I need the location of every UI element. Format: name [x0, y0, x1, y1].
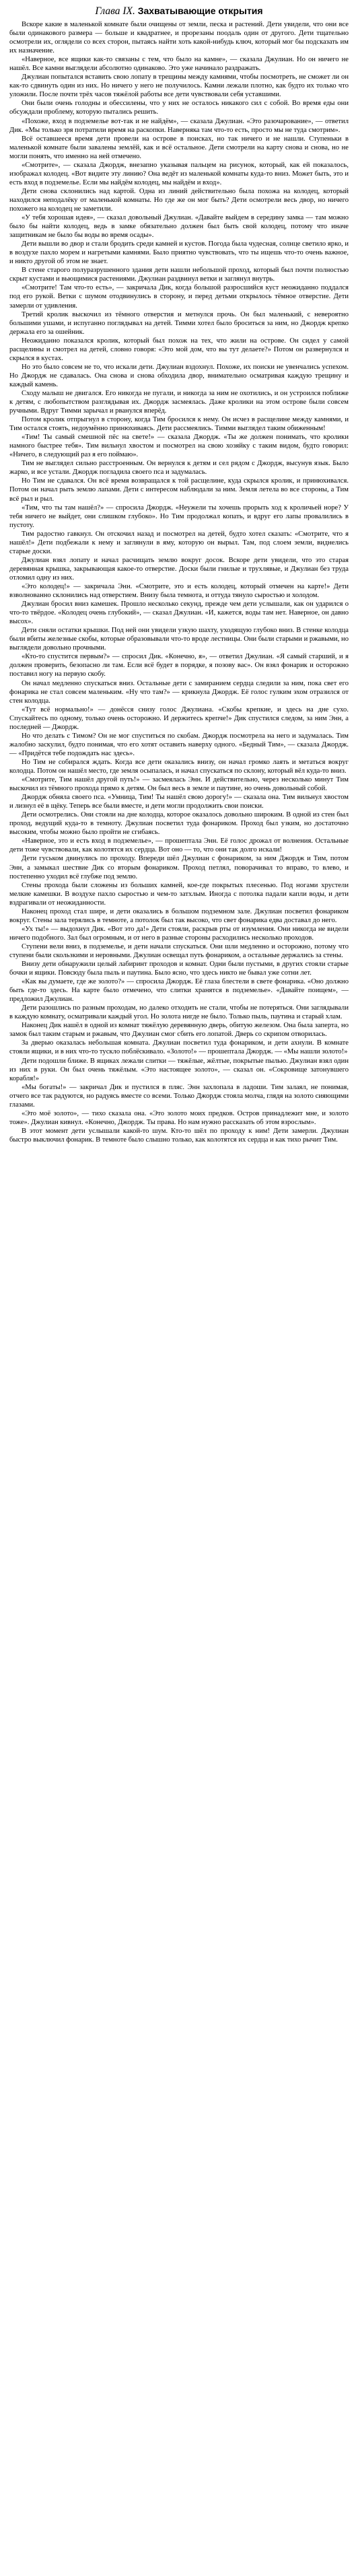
paragraph: «Тут всё нормально!» — донёсся снизу голос Джулиана. «Скобы крепкие, и здесь на дне сухо. Спускайтесь по одному, только очень осторожно. И держитесь крепче!» Дик спустился следом, за ним Энн, а последней — Джордж. — [9, 705, 349, 731]
paragraph: Но что делать с Тимом? Он не мог спуститься по скобам. Джордж посмотрела на него и задумалась. Тим жалобно заскулил, будто понимая, что его хотят оставить наверху одного. «Бедный Тим», — сказала Джордж. — «Придётся тебе подождать нас здесь». — [9, 732, 349, 757]
paragraph: «Это моё золото», — тихо сказала она. «Это золото моих предков. Остров принадлежит мне, и золото тоже». Джулиан кивнул. «Конечно, Джордж. Ты права. Но нам нужно рассказать об этом взрослым». — [9, 1109, 349, 1126]
paragraph: «Как вы думаете, где же золото?» — спросила Джордж. Её глаза блестели в свете фонарика. «Оно должно быть где-то здесь. На карте было отмечено, что слитки хранятся в подземелье». «Давайте поищем», — предложил Джулиан. — [9, 978, 349, 1004]
paragraph: «Ух ты!» — выдохнул Дик. «Вот это да!» Дети стояли, раскрыв рты от изумления. Они никогда не видели ничего подобного. Зал был огромным, и от него в разные стороны расходились несколько проходов. — [9, 925, 349, 942]
paragraph: Дети подошли ближе. В ящиках лежали слитки — тяжёлые, жёлтые, покрытые пылью. Джулиан взял один из них в руки. Он был очень тяжёлым. «Это настоящее золото», — сказал он. «Сокровище затонувшего корабля!» — [9, 1057, 349, 1082]
paragraph: В стене старого полуразрушенного здания дети нашли небольшой проход, который был почти полностью скрыт кустами и вьющимися растениями. Джулиан раздвинул ветки и заглянул внутрь. — [9, 267, 349, 283]
paragraph: Тим не выглядел сильно расстроенным. Он вернулся к детям и сел рядом с Джордж, высунув язык. Было жарко, и все устали. Джордж погладила своего пса и задумалась. — [9, 460, 349, 477]
paragraph: Но Тим не сдавался. Он всё время возвращался к той расщелине, куда скрылся кролик, и принюхивался. Потом он начал рыть землю лапами. Дети с интересом наблюдали за ним. Земля летела во все стороны, а Тим всё рыл и рыл. — [9, 477, 349, 503]
paragraph: «Смотрите», — сказала Джордж, внезапно указывая пальцем на рисунок, который, как ей показалось, изображал колодец. «Вот видите эту линию? Она ведёт из маленькой комнаты куда-то вниз. Может быть, это и есть вход в подземелье. Если мы найдём колодец, мы найдём и вход». — [9, 161, 349, 186]
paragraph: Вскоре какие в маленькой комнате были очищены от земли, песка и растений. Дети увидели, что они все были одинакового размера — больше и квадратнее, и прорезаны поодаль один от другого. Дети тщательно осмотрели их, оглядели со всех сторон, пытаясь найти хоть какой-нибудь ключ, который мог бы подсказать им их назначение. — [9, 21, 349, 55]
chapter-text — [9, 20, 349, 1144]
paragraph: Наконец проход стал шире, и дети оказались в большом подземном зале. Джулиан посветил фонариком вокруг. Стены зала терялись в темноте, а потолок был так высоко, что свет фонарика едва доставал до него. — [9, 907, 349, 924]
paragraph: Дети сняли остатки крышки. Под ней они увидели узкую шахту, уходящую глубоко вниз. В стенке колодца были вбиты железные скобы, которые образовывали что-то вроде лестницы. Они были старыми и ржавыми, но выглядели довольно прочными. — [9, 627, 349, 652]
paragraph: Дети гуськом двинулись по проходу. Впереди шёл Джулиан с фонариком, за ним Джордж и Тим, потом Энн, а замыкал шествие Дик со вторым фонариком. Проход петлял, поворачивал то вправо, то влево, и постепенно уходил всё глубже под землю. — [9, 855, 349, 880]
chapter-number: Глава IX. — [95, 5, 135, 17]
paragraph: «Кто-то спустится первым?» — спросил Дик. «Конечно, я», — ответил Джулиан. «Я самый старший, и я должен проверить, безопасно ли там. Если всё будет в порядке, я позову вас». Он взял фонарик и осторожно поставил ногу на первую скобу. — [9, 653, 349, 678]
paragraph: Стены прохода были сложены из больших камней, кое-где покрытых плесенью. Под ногами хрустели мелкие камешки. В воздухе пахло сыростью и чем-то затхлым. Иногда с потолка падали капли воды, и дети вздрагивали от неожиданности. — [9, 881, 349, 907]
paragraph: Джулиан бросил вниз камешек. Прошло несколько секунд, прежде чем дети услышали, как он ударился о что-то твёрдое. «Колодец очень глубокий», — сказал Джулиан. «И, кажется, воды там нет. Наверное, он давно высох». — [9, 600, 349, 626]
paragraph: «Тим, что ты там нашёл?» — спросила Джордж. «Неужели ты хочешь прорыть ход к кроличьей норе? У тебя ничего не выйдет, они слишком глубоко». Но Тим продолжал копать, и вдруг его лапы провалились в пустоту. — [9, 503, 349, 529]
paragraph: «Наверное, это и есть вход в подземелье», — прошептала Энн. Её голос дрожал от волнения. Остальные дети тоже чувствовали, как колотятся их сердца. Вот оно — то, что они так долго искали! — [9, 837, 349, 854]
paragraph: «У тебя хорошая идея», — сказал довольный Джулиан. «Давайте выйдем в середину замка — там можно было бы найти колодец, ведь в замке обязательно должен был быть свой колодец, потому что иначе защитникам не было бы воды во время осады». — [9, 214, 349, 240]
paragraph: Неожиданно показался кролик, который был похож на тех, что жили на острове. Он сидел у самой расщелины и смотрел на детей, словно говоря: «Это мой дом, что вы тут делаете?» Потом он развернулся и скрылся в кустах. — [9, 337, 349, 362]
paragraph: За дверью оказалась небольшая комната. Джулиан посветил туда фонариком, и дети ахнули. В комнате стояли ящики, и в них что-то тускло поблёскивало. «Золото!» — прошептала Джордж. — «Мы нашли золото!» — [9, 1039, 349, 1056]
paragraph: Сходу малыш не двигался. Его никогда не пугали, и никогда за ним не охотились, и он устроился поближе к детям, с любопытством разглядывая их. Джордж засмеялась. Даже кролики на этом острове были совсем ручными. Вдруг Тимми зарычал и рванулся вперёд. — [9, 389, 349, 415]
paragraph: В этот момент дети услышали какой-то шум. Кто-то шёл по проходу к ним! Дети замерли. Джулиан быстро выключил фонарик. В темноте было слышно только, как колотятся их сердца и как тихо рычит Тим. — [9, 1127, 349, 1144]
paragraph: «Мы богаты!» — закричал Дик и пустился в пляс. Энн захлопала в ладоши. Тим залаял, не понимая, отчего все так радуются, но радуясь вместе со всеми. Только Джордж стояла молча, глядя на золото сияющими глазами. — [9, 1083, 349, 1109]
paragraph: Дети осмотрелись. Они стояли на дне колодца, которое оказалось довольно широким. В одной из стен был проход, ведущий куда-то в темноту. Джулиан посветил туда фонариком. Проход был узким, но достаточно высоким, чтобы можно было пройти не сгибаясь. — [9, 811, 349, 837]
paragraph: Дети снова склонились над картой. Одна из линий действительно была похожа на колодец, который находился неподалёку от маленькой комнаты. Но где же он мог быть? Дети осмотрели весь двор, но ничего похожего на колодец не заметили. — [9, 187, 349, 213]
paragraph: «Смотрите, Тим нашёл другой путь!» — засмеялась Энн. И действительно, через несколько минут Тим выскочил из тёмного прохода прямо к детям. Он был весь в земле и паутине, но очень довольный собой. — [9, 776, 349, 793]
chapter-heading — [9, 4, 349, 18]
paragraph: Джордж обняла своего пса. «Умница, Тим! Ты нашёл свою дорогу!» — сказала она. Тим вильнул хвостом и лизнул её в щёку. Теперь все были вместе, и дети могли продолжить свои поиски. — [9, 794, 349, 810]
paragraph: «Тим! Ты самый смешной пёс на свете!» — сказала Джордж. «Ты же должен понимать, что кролики намного быстрее тебя». Тим вильнул хвостом и посмотрел на свою хозяйку с таким видом, будто говорил: «Ничего, в следующий раз я его поймаю». — [9, 433, 349, 459]
paragraph: Ступени вели вниз, в подземелье, и дети начали спускаться. Они шли медленно и осторожно, потому что ступени были скользкими и неровными. Джулиан освещал путь фонариком, а остальные держались за стены. — [9, 942, 349, 959]
paragraph: Но Тим не собирался ждать. Когда все дети оказались внизу, он начал громко лаять и метаться вокруг колодца. Потом он нашёл место, где земля осыпалась, и начал спускаться по склону, который вёл куда-то вниз. — [9, 758, 349, 775]
paragraph: Тим радостно гавкнул. Он отскочил назад и посмотрел на детей, будто хотел сказать: «Смотрите, что я нашёл!» Дети подбежали к нему и заглянули в яму, которую он вырыл. Там, под слоем земли, виднелись старые доски. — [9, 530, 349, 555]
paragraph: Наконец Дик нашёл в одной из комнат тяжёлую деревянную дверь, обитую железом. Она была заперта, но замок был таким старым и ржавым, что Джулиан смог сбить его лопатой. Дверь со скрипом отворилась. — [9, 1022, 349, 1039]
paragraph: Но это было совсем не то, что искали дети. Джулиан вздохнул. Похоже, их поиски не увенчались успехом. Но Джордж не сдавалась. Она снова и снова обходила двор, внимательно осматривая каждую трещину и каждый камень. — [9, 363, 349, 388]
paragraph: Он начал медленно спускаться вниз. Остальные дети с замиранием сердца следили за ним, пока свет его фонарика не стал совсем маленьким. «Ну что там?» — крикнула Джордж. Её голос гулким эхом отразился от стен колодца. — [9, 679, 349, 705]
paragraph: «Похоже, вход в подземелье вот-так и не найдём», — сказала Джулиан. «Это разочарование», — ответил Дик. «Мы только зря потратили время на раскопки. Наверняка там что-то есть, просто мы не туда смотрим». — [9, 117, 349, 134]
paragraph: «Это колодец!» — закричала Энн. «Смотрите, это и есть колодец, который отмечен на карте!» Дети взволнованно склонились над отверстием. Внизу была темнота, и оттуда тянуло сыростью и холодом. — [9, 583, 349, 600]
paragraph: «Смотрите! Там что-то есть», — закричала Дик, когда большой разросшийся куст неожиданно поддался под его рукой. Ветки с шумом отодвинулись в сторону, и перед детьми открылось тёмное отверстие. Дети замерли от удивления. — [9, 284, 349, 310]
paragraph: Потом кролик отпрыгнул в сторону, когда Тим бросился к нему. Он исчез в расщелине между камнями, и Тим остался стоять, недоумённо принюхиваясь. Дети рассмеялись. Тимми выглядел таким обиженным! — [9, 416, 349, 433]
paragraph: Третий кролик выскочил из тёмного отверстия и метнулся прочь. Он был маленький, с невероятно большими ушами, и испуганно поглядывал на детей. Тимми хотел было броситься за ним, но Джордж крепко держала его за ошейник. — [9, 310, 349, 336]
paragraph: Джулиан взял лопату и начал расчищать землю вокруг досок. Вскоре дети увидели, что это старая деревянная крышка, закрывающая какое-то отверстие. Доски были гнилые и трухлявые, и Джулиан без труда отломил одну из них. — [9, 556, 349, 582]
paragraph: Внизу дети обнаружили целый лабиринт проходов и комнат. Одни были пустыми, в других стояли старые бочки и ящики. Повсюду была пыль и паутина. Было ясно, что здесь никто не бывал уже сотни лет. — [9, 961, 349, 977]
chapter-title: Захватывающие открытия — [137, 5, 263, 16]
paragraph: Джулиан попытался вставить свою лопату в трещины между камнями, чтобы посмотреть, не сможет ли он как-то сдвинуть один из них. Но ничего у него не получилось. Камни лежали плотно, как будто их только что уложили. После почти трёх часов тяжёлой работы все дети чувствовали себя уставшими. — [9, 73, 349, 99]
paragraph: Они были очень голодны и обессилены, что у них не осталось никакого сил с собой. Во время еды они обсуждали проблему, которую пытались решить. — [9, 100, 349, 116]
paragraph: Дети разошлись по разным проходам, но далеко отходить не стали, чтобы не потеряться. Они заглядывали в каждую комнату, осматривали каждый угол. Но золота нигде не было. Только пыль, паутина и старый хлам. — [9, 1004, 349, 1021]
paragraph: «Наверное, все ящики как-то связаны с тем, что было на камне», — сказала Джулиан. Но он ничего не нашёл. Все камни выглядели абсолютно одинаково. Это уже начинало раздражать. — [9, 56, 349, 73]
paragraph: Всё оставшееся время дети провели на острове в поисках, но так ничего и не нашли. Ступеньки в маленькой комнате были завалены землёй, как и всё остальное. Дети смотрели на карту снова и снова, но не могли понять, что именно на ней отмечено. — [9, 135, 349, 160]
paragraph: Дети вышли во двор и стали бродить среди камней и кустов. Погода была чудесная, солнце светило ярко, и в воздухе пахло морем и нагретыми камнями. Было приятно чувствовать, что ты ищешь что-то очень важное, и никто другой об этом не знает. — [9, 240, 349, 266]
